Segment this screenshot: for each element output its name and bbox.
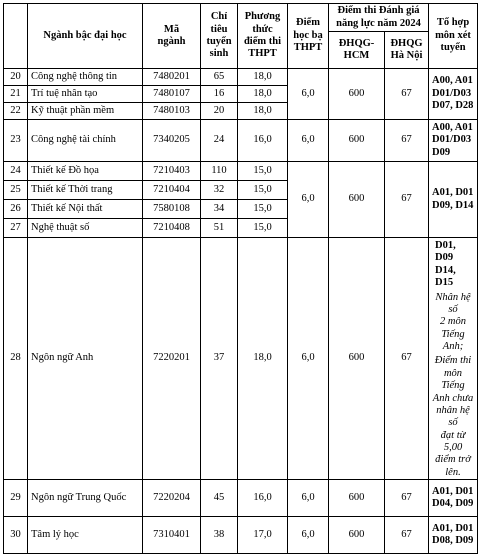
row-major: Thiết kế Đồ họa [28,162,143,181]
row-major: Nghệ thuật số [28,219,143,238]
row-major: Công nghệ tài chính [28,120,143,162]
group-hcm: 600 [329,238,385,480]
group-hanoi: 67 [385,480,429,517]
row-thpt: 17,0 [238,517,288,554]
row-quota: 32 [201,181,238,200]
row-stt: 24 [4,162,28,181]
table-row [4,517,478,554]
admissions-table [3,3,478,554]
row-quota: 110 [201,162,238,181]
table-row [4,238,478,480]
header-stt [4,4,28,69]
row-code: 7310401 [143,517,201,554]
group-transcript: 6,0 [288,517,329,554]
row-code: 7210403 [143,162,201,181]
row-code: 7480107 [143,86,201,103]
row-quota: 24 [201,120,238,162]
group-hcm: 600 [329,69,385,120]
row-major: Thiết kế Thời trang [28,181,143,200]
row-thpt: 16,0 [238,120,288,162]
group-hcm: 600 [329,120,385,162]
table-row [4,69,478,86]
row-major: Công nghệ thông tin [28,69,143,86]
row-stt: 20 [4,69,28,86]
row-stt: 26 [4,200,28,219]
row-code: 7210408 [143,219,201,238]
row-quota: 34 [201,200,238,219]
table-row [4,162,478,181]
row-major: Ngôn ngữ Trung Quốc [28,480,143,517]
row-stt: 25 [4,181,28,200]
row-code: 7480103 [143,103,201,120]
group-hanoi: 67 [385,238,429,480]
group-transcript: 6,0 [288,238,329,480]
row-major: Kỹ thuật phần mềm [28,103,143,120]
row-quota: 38 [201,517,238,554]
row-thpt: 16,0 [238,480,288,517]
row-stt: 21 [4,86,28,103]
row-thpt: 18,0 [238,86,288,103]
row-quota: 37 [201,238,238,480]
header-thpt-method: Phương thức điểm thi THPT [238,4,288,69]
group-transcript: 6,0 [288,162,329,238]
row-code: 7480201 [143,69,201,86]
row-code: 7210404 [143,181,201,200]
row-stt: 27 [4,219,28,238]
row-stt: 29 [4,480,28,517]
header-quota: Chỉ tiêu tuyển sinh [201,4,238,69]
row-thpt: 18,0 [238,69,288,86]
row-thpt: 18,0 [238,238,288,480]
row-major: Tâm lý học [28,517,143,554]
row-code: 7220201 [143,238,201,480]
group-hcm: 600 [329,517,385,554]
row-code: 7340205 [143,120,201,162]
row-thpt: 15,0 [238,181,288,200]
row-code: 7580108 [143,200,201,219]
row-thpt: 15,0 [238,219,288,238]
row-code: 7220204 [143,480,201,517]
header-aptitude-group: Điểm thi Đánh giá năng lực năm 2024 [329,4,429,32]
combo-note-english-minimum: Điểm thi môn Tiếng Anh chưa nhân hệ số đạt từ 5,00 điểm trở lên. [432,355,474,478]
table-row [4,120,478,162]
header-hcm: ĐHQG- HCM [329,32,385,69]
group-hanoi: 67 [385,517,429,554]
row-stt: 23 [4,120,28,162]
row-major: Ngôn ngữ Anh [28,238,143,480]
group-combos: A01, D01 D09, D14 [429,162,478,238]
group-combos-cell [429,238,478,480]
row-stt: 22 [4,103,28,120]
group-combos: A01, D01 D08, D09 [429,517,478,554]
group-transcript: 6,0 [288,120,329,162]
group-transcript: 6,0 [288,69,329,120]
group-transcript: 6,0 [288,480,329,517]
table-row [4,480,478,517]
row-major: Trí tuệ nhân tạo [28,86,143,103]
group-hanoi: 67 [385,162,429,238]
group-combos: D01, D09 D14, D15 [435,240,456,289]
row-quota: 20 [201,103,238,120]
group-combos: A01, D01 D04, D09 [429,480,478,517]
group-hanoi: 67 [385,120,429,162]
group-combos: A00, A01 D01/D03 D09 [429,120,478,162]
group-hanoi: 67 [385,69,429,120]
row-quota: 51 [201,219,238,238]
row-quota: 65 [201,69,238,86]
row-thpt: 15,0 [238,162,288,181]
header-major: Ngành bậc đại học [28,4,143,69]
row-thpt: 15,0 [238,200,288,219]
row-stt: 28 [4,238,28,480]
group-hcm: 600 [329,162,385,238]
row-thpt: 18,0 [238,103,288,120]
row-major: Thiết kế Nội thất [28,200,143,219]
row-quota: 45 [201,480,238,517]
row-stt: 30 [4,517,28,554]
row-quota: 16 [201,86,238,103]
header-hanoi: ĐHQG Hà Nội [385,32,429,69]
header-transcript: Điểm học bạ THPT [288,4,329,69]
group-combos: A00, A01 D01/D03 D07, D28 [429,69,478,120]
combo-note-english-weight: Nhân hệ số 2 môn Tiếng Anh; [435,291,471,352]
header-code: Mã ngành [143,4,201,69]
header-combos: Tổ hợp môn xét tuyển [429,4,478,69]
group-hcm: 600 [329,480,385,517]
